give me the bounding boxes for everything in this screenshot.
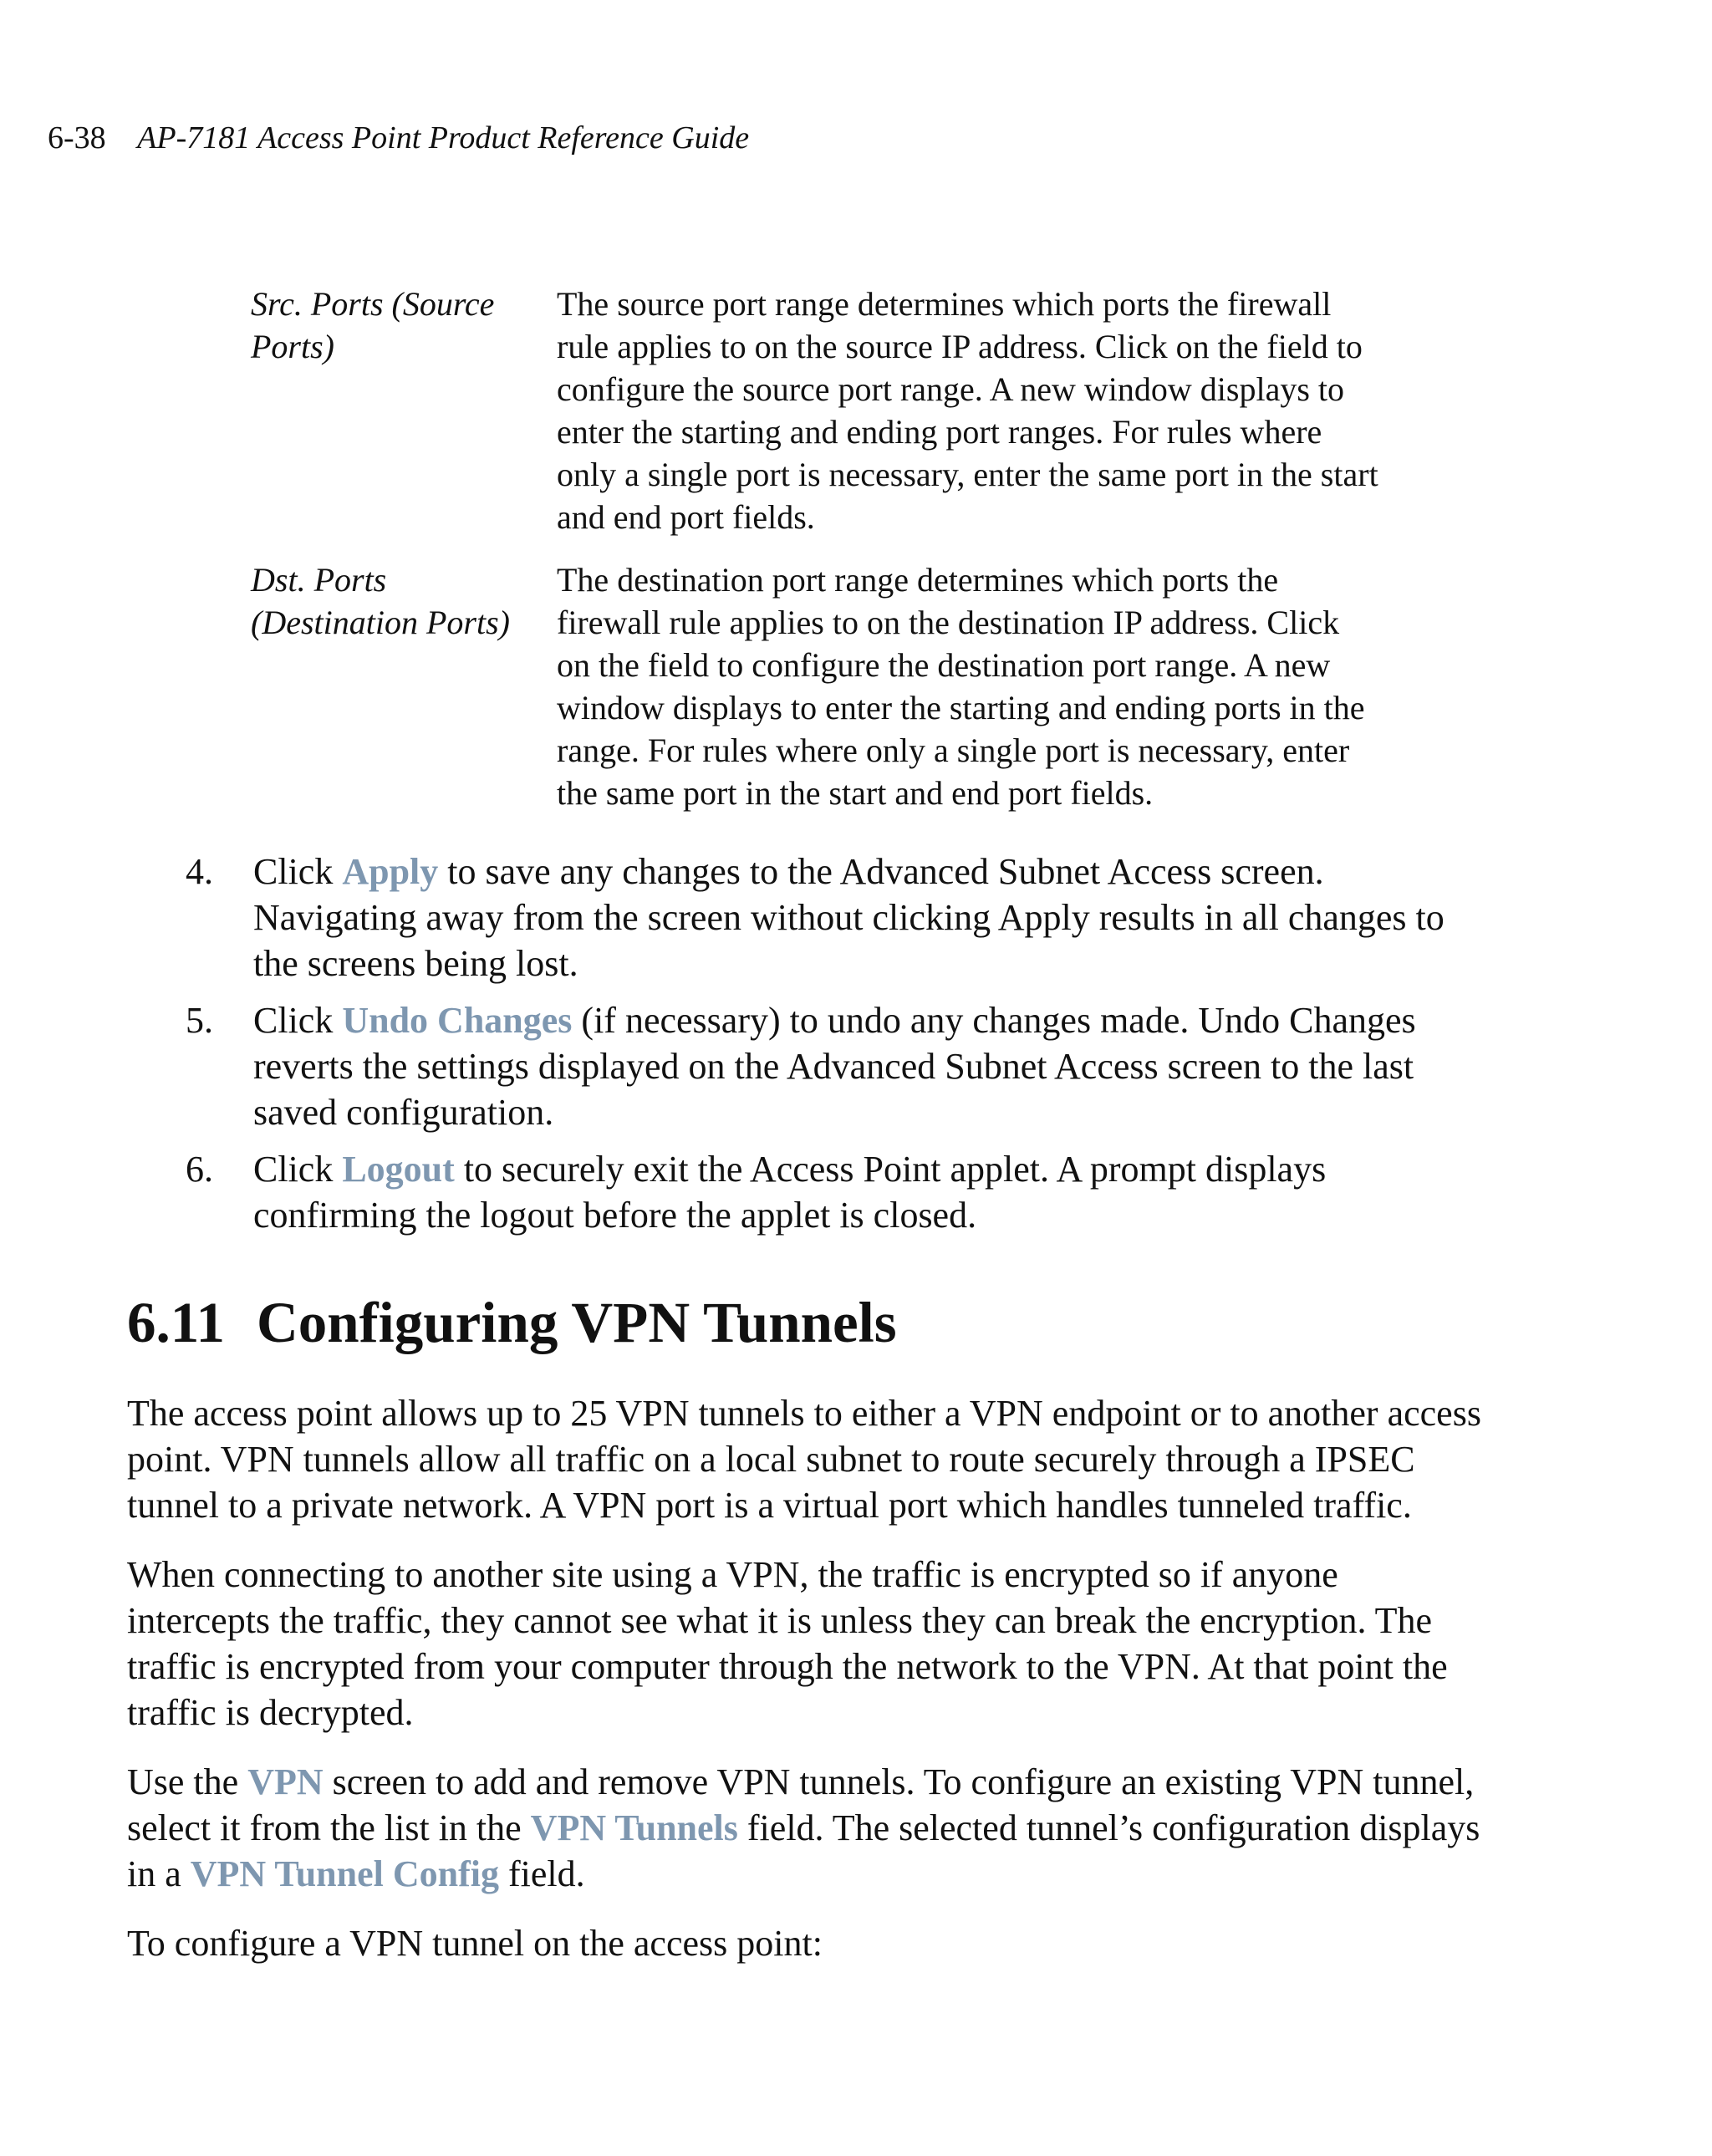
step-text-run: Click — [253, 851, 343, 892]
paragraph-line: The access point allows up to 25 VPN tunnels to either a VPN endpoint or to another access — [127, 1393, 1481, 1434]
step-line — [253, 997, 1416, 1043]
desc-line: The source port range determines which ports the firewall — [557, 285, 1332, 323]
step-text — [253, 849, 1444, 986]
step-line: confirming the logout before the applet is closed. — [253, 1195, 977, 1236]
desc-line: the same port in the start and end port fields. — [557, 774, 1154, 812]
step-line — [253, 1146, 1326, 1192]
desc-line: rule applies to on the source IP address. Click on the field to — [557, 328, 1363, 365]
step-text-run: to securely exit the Access Point applet. A prompt displays — [454, 1149, 1327, 1190]
step-text — [253, 1146, 1326, 1238]
desc-line: The destination port range determines which ports the — [557, 561, 1279, 599]
definition-row-dst-ports — [251, 558, 1438, 814]
paragraph-line: point. VPN tunnels allow all traffic on a local subnet to route securely through a IPSEC — [127, 1439, 1415, 1480]
text-run: Use the — [127, 1761, 248, 1802]
step-line: Navigating away from the screen without clicking Apply results in all changes to — [253, 897, 1444, 938]
step-text-run: Click — [253, 1000, 343, 1041]
step-line: the screens being lost. — [253, 943, 578, 984]
step-line: saved configuration. — [253, 1092, 554, 1133]
term-line: (Destination Ports) — [251, 604, 510, 641]
section-number: 6.11 — [127, 1291, 225, 1354]
desc-line: on the field to configure the destination port range. A new — [557, 646, 1331, 684]
vpn-link[interactable]: VPN — [247, 1761, 324, 1802]
vpn-tunnels-link[interactable]: VPN Tunnels — [530, 1807, 738, 1848]
text-run: in a — [127, 1853, 191, 1894]
text-run: field. The selected tunnel’s configuration displays — [737, 1807, 1480, 1848]
step-number: 4. — [186, 851, 213, 892]
paragraph-line: traffic is encrypted from your computer through the network to the VPN. At that point the — [127, 1646, 1448, 1687]
undo-changes-link[interactable]: Undo Changes — [342, 1000, 573, 1041]
step-line: reverts the settings displayed on the Advanced Subnet Access screen to the last — [253, 1046, 1414, 1087]
term-line: Ports) — [251, 328, 334, 365]
step-line — [253, 849, 1444, 895]
section-body — [127, 1390, 1690, 1990]
procedure-steps — [186, 849, 1573, 1249]
term-line: Src. Ports (Source — [251, 285, 495, 323]
desc-line: configure the source port range. A new window displays to — [557, 370, 1345, 408]
step-number: 5. — [186, 1000, 213, 1041]
desc-line: window displays to enter the starting and ending ports in the — [557, 689, 1365, 726]
text-run: field. — [499, 1853, 585, 1894]
definition-term — [251, 558, 557, 644]
step-number: 6. — [186, 1149, 213, 1190]
paragraph-line: tunnel to a private network. A VPN port is a virtual port which handles tunneled traffic. — [127, 1485, 1412, 1526]
step-text-run: Click — [253, 1149, 343, 1190]
definition-term — [251, 283, 557, 368]
text-run: screen to add and remove VPN tunnels. To configure an existing VPN tunnel, — [323, 1761, 1475, 1802]
term-line: Dst. Ports — [251, 561, 387, 599]
running-header — [48, 115, 749, 161]
step-text — [253, 997, 1416, 1135]
step-4 — [186, 849, 1573, 986]
step-text-run: (if necessary) to undo any changes made. Undo Changes — [572, 1000, 1416, 1041]
paragraph-line — [127, 1759, 1690, 1805]
paragraph-line — [127, 1851, 1690, 1897]
paragraph-encryption — [127, 1552, 1690, 1736]
text-run: select it from the list in the — [127, 1807, 531, 1848]
paragraph-configure-intro: To configure a VPN tunnel on the access point: — [127, 1923, 823, 1964]
page-number: 6-38 — [48, 120, 106, 155]
definition-row-src-ports — [251, 283, 1438, 538]
step-text-run: to save any changes to the Advanced Subnet Access screen. — [438, 851, 1324, 892]
vpn-tunnel-config-link[interactable]: VPN Tunnel Config — [190, 1853, 499, 1894]
desc-line: enter the starting and ending port ranges. For rules where — [557, 413, 1322, 451]
paragraph-line: When connecting to another site using a VPN, the traffic is encrypted so if anyone — [127, 1554, 1338, 1595]
paragraph-vpn-screen — [127, 1759, 1690, 1897]
desc-line: only a single port is necessary, enter the same port in the start — [557, 456, 1378, 493]
step-5 — [186, 997, 1573, 1135]
paragraph-vpn-intro — [127, 1390, 1690, 1528]
desc-line: range. For rules where only a single port is necessary, enter — [557, 731, 1350, 769]
paragraph-line: intercepts the traffic, they cannot see what it is unless they can break the encryption. The — [127, 1600, 1433, 1641]
definition-description — [557, 283, 1401, 538]
desc-line: firewall rule applies to on the destination IP address. Click — [557, 604, 1340, 641]
book-title: AP-7181 Access Point Product Reference Guide — [137, 120, 750, 155]
desc-line: and end port fields. — [557, 498, 815, 536]
section-title: Configuring VPN Tunnels — [256, 1291, 897, 1354]
apply-link[interactable]: Apply — [342, 851, 439, 892]
step-6 — [186, 1146, 1573, 1238]
paragraph-line — [127, 1805, 1690, 1851]
paragraph-line: traffic is decrypted. — [127, 1692, 414, 1733]
field-definition-list — [251, 283, 1438, 834]
section-heading — [127, 1287, 897, 1358]
definition-description — [557, 558, 1401, 814]
logout-link[interactable]: Logout — [342, 1149, 455, 1190]
